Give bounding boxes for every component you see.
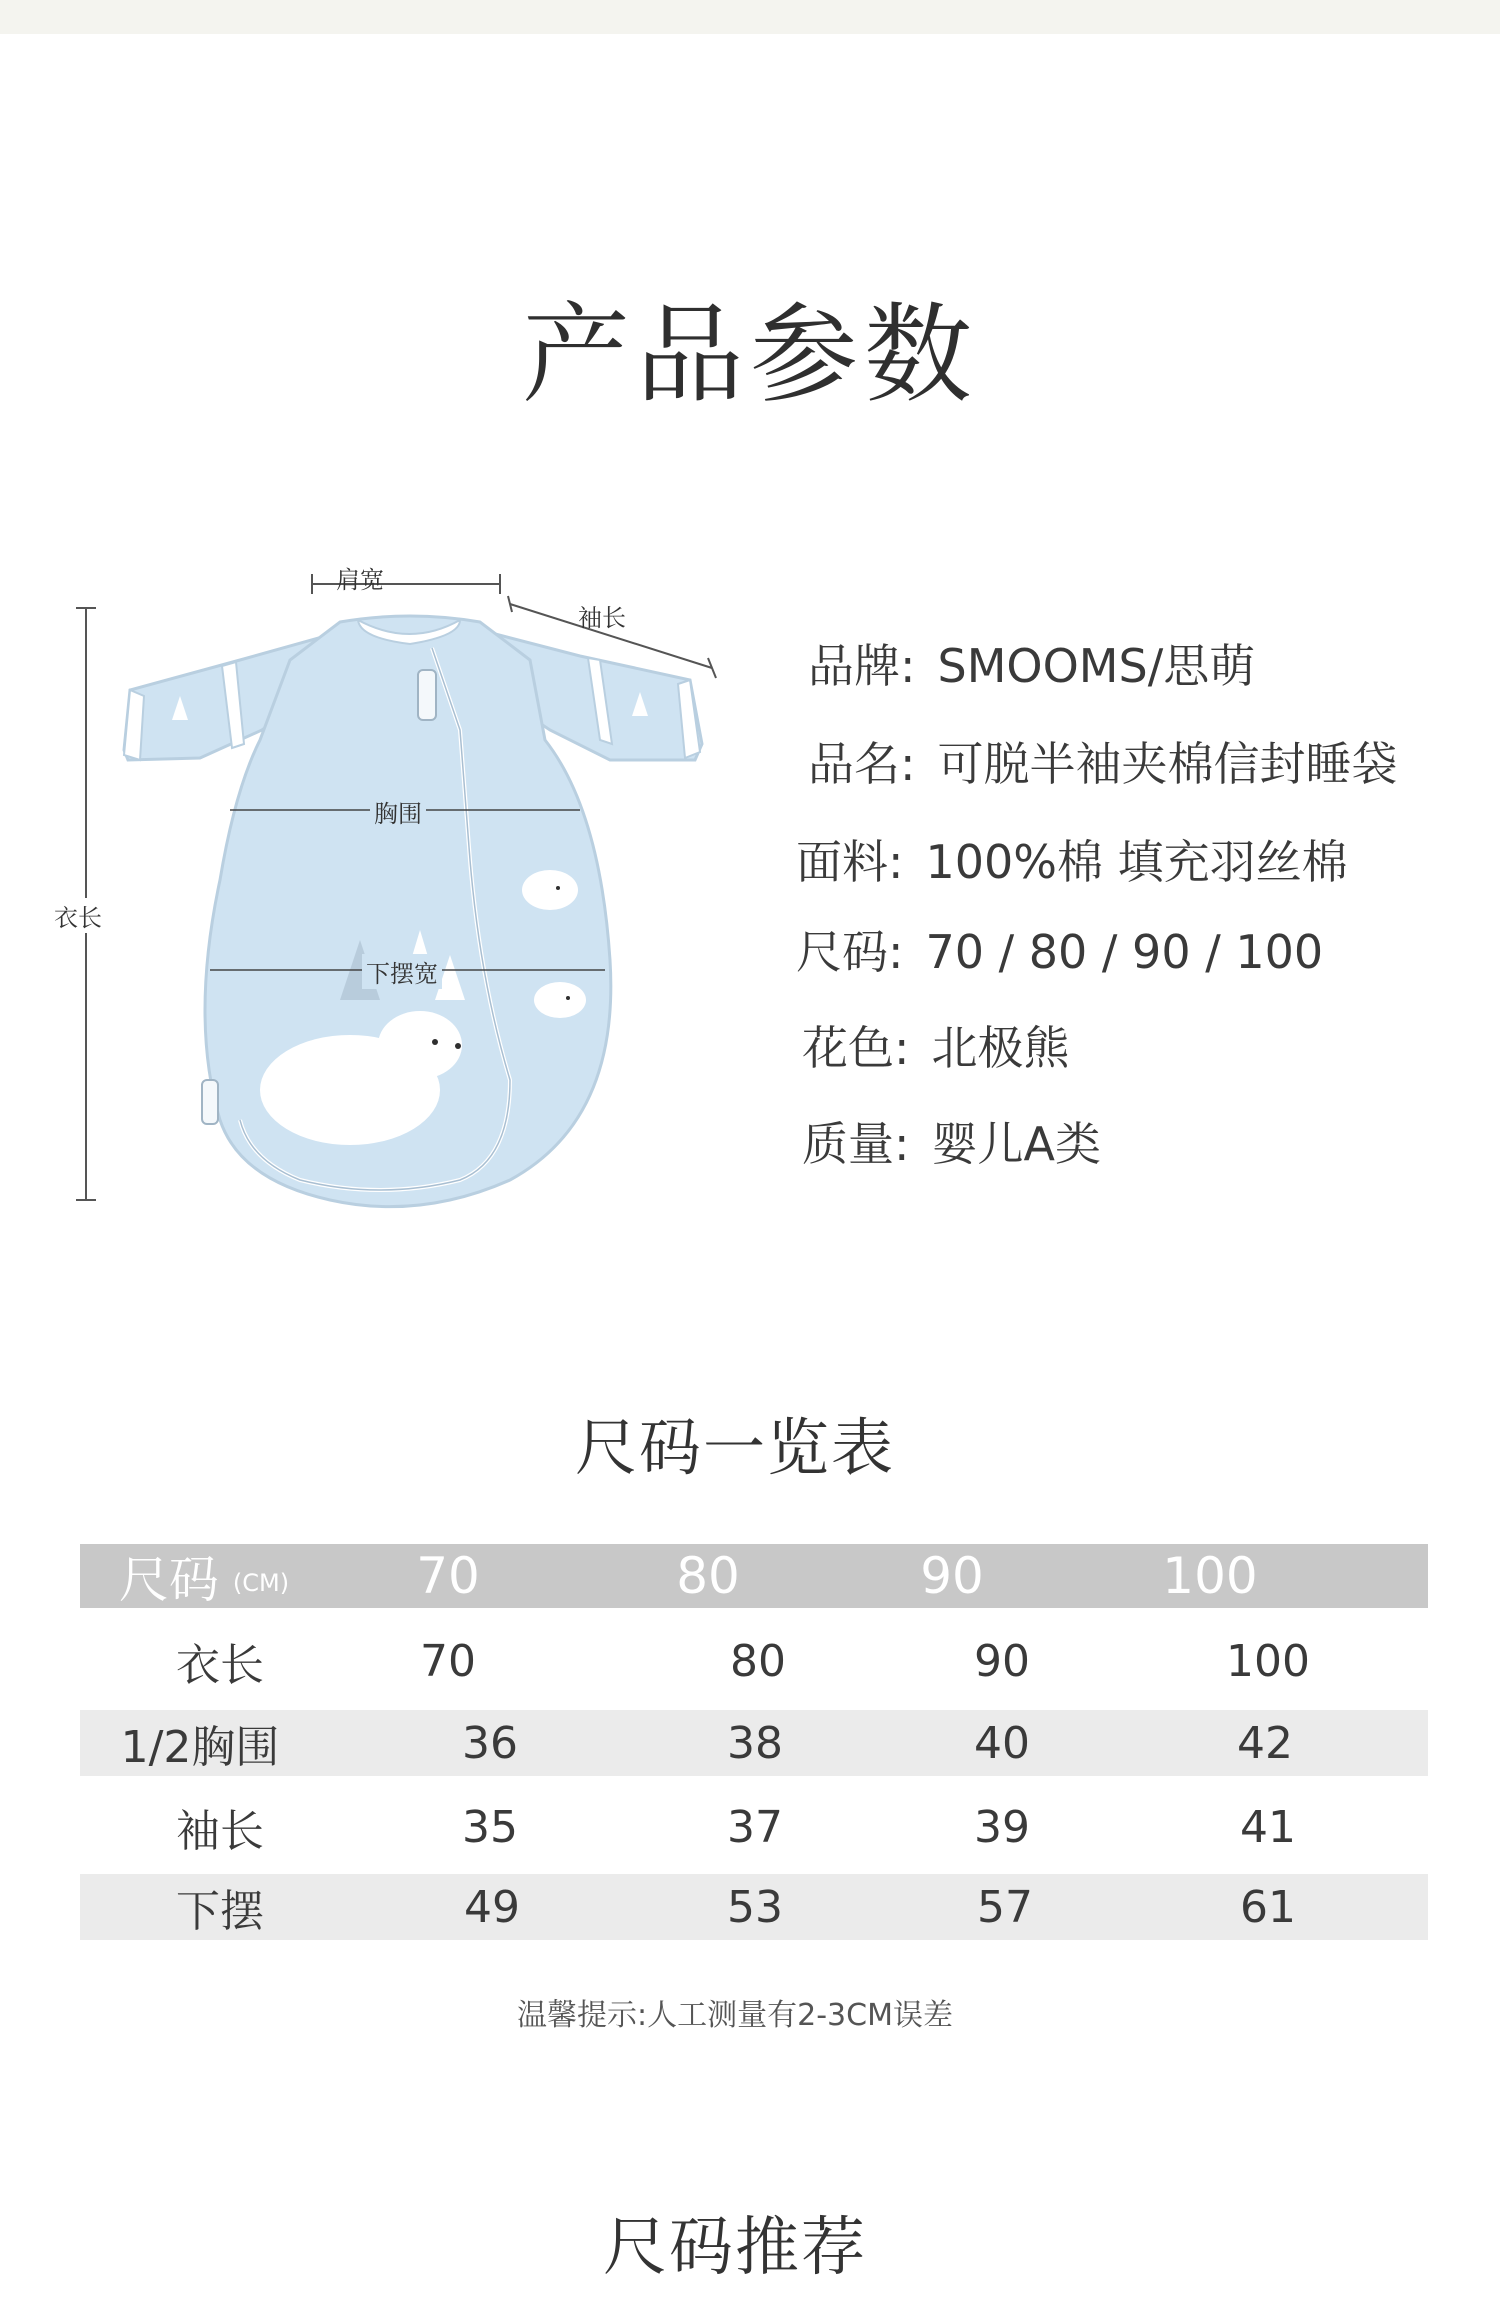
page-title: 产品参数 bbox=[521, 293, 978, 418]
spec-sizes: 尺码: 70 / 80 / 90 / 100 bbox=[796, 925, 1324, 979]
row-label: 1/2胸围 bbox=[120, 1722, 280, 1773]
spec-brand: 品牌: SMOOMS/思萌 bbox=[808, 639, 1256, 693]
size-chart-title: 尺码一览表 bbox=[574, 1411, 895, 1484]
row-label: 衣长 bbox=[176, 1640, 264, 1691]
table-header-row: 尺码 (CM) 70 80 90 100 bbox=[80, 1544, 1428, 1608]
garment-length-label: 衣长 bbox=[50, 898, 106, 933]
top-strip bbox=[0, 0, 1500, 34]
hem-width-label: 下摆宽 bbox=[362, 954, 442, 989]
table-row: 下摆 49 53 57 61 bbox=[80, 1874, 1428, 1940]
sleeve-length-label: 袖长 bbox=[578, 604, 626, 632]
row-label: 袖长 bbox=[176, 1806, 264, 1857]
spec-product-name: 品名: 可脱半袖夹棉信封睡袋 bbox=[808, 737, 1398, 791]
spec-pattern: 花色: 北极熊 bbox=[802, 1021, 1070, 1075]
table-row: 1/2胸围 36 38 40 42 bbox=[80, 1710, 1428, 1776]
size-recommend-title: 尺码推荐 bbox=[603, 2211, 867, 2285]
product-figure bbox=[40, 560, 760, 1240]
spec-quality: 质量: 婴儿A类 bbox=[802, 1117, 1101, 1171]
spec-fabric: 面料: 100%棉 填充羽丝棉 bbox=[796, 835, 1348, 889]
table-row: 衣长 70 80 90 100 bbox=[80, 1628, 1428, 1694]
measurement-note: 温馨提示:人工测量有2-3CM误差 bbox=[517, 1998, 953, 2033]
row-label: 下摆 bbox=[176, 1886, 264, 1937]
sleeping-bag-illustration bbox=[40, 560, 760, 1240]
shoulder-width-label: 肩宽 bbox=[336, 566, 384, 594]
chest-label: 胸围 bbox=[370, 794, 426, 829]
table-row: 袖长 35 37 39 41 bbox=[80, 1794, 1428, 1860]
header-size-label: 尺码 (CM) bbox=[118, 1551, 290, 1609]
